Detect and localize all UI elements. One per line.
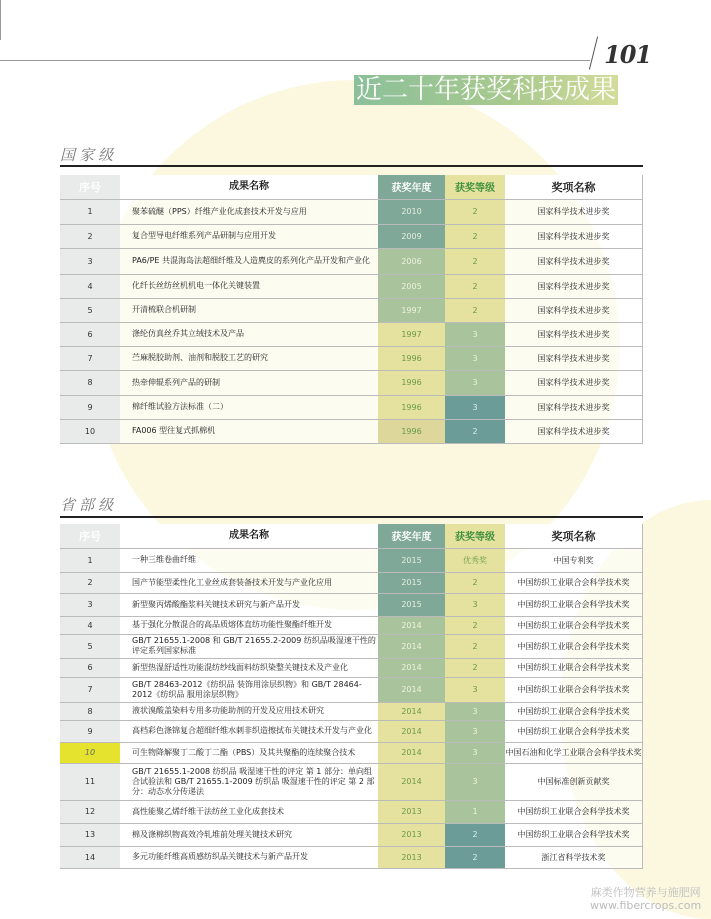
section-provincial-label: 省部级 — [60, 496, 118, 514]
award-year: 2013 — [378, 823, 445, 846]
award-year: 2014 — [378, 658, 445, 677]
achievement-name: 液状溴酸盖染料专用多功能助剂的开发及应用技术研究 — [120, 702, 378, 720]
achievement-name: 热牵伸辊系列产品的研制 — [120, 370, 378, 395]
award-grade: 2 — [445, 823, 505, 846]
award-grade: 1 — [445, 800, 505, 823]
award-grade: 2 — [445, 572, 505, 593]
achievement-name: 化纤长丝纺丝机机电一体化关键装置 — [120, 274, 378, 298]
column-header: 获奖年度 — [378, 524, 445, 548]
table-row — [60, 248, 643, 274]
row-number: 6 — [60, 658, 120, 677]
award-name: 国家科学技术进步奖 — [505, 346, 643, 370]
table-row — [60, 346, 643, 370]
award-name: 中国纺织工业联合会科学技术奖 — [505, 702, 643, 720]
award-year: 2014 — [378, 720, 445, 742]
achievement-name: 可生物降解聚丁二酸丁二酯（PBS）及其共聚酯的连续聚合技术 — [120, 742, 378, 763]
award-year: 2014 — [378, 702, 445, 720]
row-number: 4 — [60, 616, 120, 634]
table-header — [60, 175, 643, 199]
award-grade: 3 — [445, 593, 505, 616]
table-row — [60, 224, 643, 248]
award-year: 2015 — [378, 593, 445, 616]
row-number: 2 — [60, 224, 120, 248]
achievement-name: 高性能聚乙烯纤维干法纺丝工业化成套技术 — [120, 800, 378, 823]
row-number: 5 — [60, 298, 120, 322]
table-row — [60, 616, 643, 634]
award-year: 2009 — [378, 224, 445, 248]
award-year: 1996 — [378, 370, 445, 395]
award-grade: 2 — [445, 658, 505, 677]
achievement-name: 基于强化分散混合的高品质熔体直纺功能性聚酯纤维开发 — [120, 616, 378, 634]
row-number: 11 — [60, 763, 120, 800]
column-header: 奖项名称 — [505, 175, 643, 199]
award-grade: 2 — [445, 224, 505, 248]
table-row — [60, 370, 643, 395]
table-row — [60, 199, 643, 224]
row-number: 7 — [60, 346, 120, 370]
national-awards-table — [60, 175, 643, 444]
table-row — [60, 763, 643, 800]
award-year: 2014 — [378, 677, 445, 702]
award-grade: 3 — [445, 702, 505, 720]
award-name: 中国纺织工业联合会科学技术奖 — [505, 593, 643, 616]
row-number: 2 — [60, 572, 120, 593]
award-year: 2005 — [378, 274, 445, 298]
table-row — [60, 274, 643, 298]
award-grade: 2 — [445, 298, 505, 322]
award-grade: 3 — [445, 395, 505, 419]
watermark: 麻类作物营养与施肥网 www.fibercrops.com — [590, 886, 702, 912]
award-year: 2014 — [378, 763, 445, 800]
column-header: 序号 — [60, 175, 120, 199]
column-header: 奖项名称 — [505, 524, 643, 548]
table-row — [60, 742, 643, 763]
row-number: 10 — [60, 742, 120, 763]
award-name: 中国纺织工业联合会科学技术奖 — [505, 658, 643, 677]
achievement-name: 棉及涤棉织物高效冷轧堆前处理关键技术研究 — [120, 823, 378, 846]
achievement-name: 新型热湿舒适性功能混纺纱线面料纺织染整关键技术及产业化 — [120, 658, 378, 677]
divider — [0, 60, 590, 61]
achievement-name: 涤纶仿真丝乔其立绒技术及产品 — [120, 322, 378, 346]
award-year: 1996 — [378, 395, 445, 419]
award-year: 2014 — [378, 634, 445, 658]
column-header: 获奖等级 — [445, 175, 505, 199]
row-number: 1 — [60, 548, 120, 572]
award-name: 中国纺织工业联合会科学技术奖 — [505, 800, 643, 823]
award-name: 国家科学技术进步奖 — [505, 370, 643, 395]
award-grade: 3 — [445, 677, 505, 702]
row-number: 13 — [60, 823, 120, 846]
award-grade: 2 — [445, 634, 505, 658]
award-year: 2014 — [378, 742, 445, 763]
award-name: 中国纺织工业联合会科学技术奖 — [505, 572, 643, 593]
award-grade: 3 — [445, 346, 505, 370]
table-row — [60, 658, 643, 677]
achievement-name: 苎麻脱胶助剂、油剂和脱胶工艺的研究 — [120, 346, 378, 370]
achievement-name: GB/T 21655.1-2008 纺织品 吸湿速干性的评定 第 1 部分：单向组合试验法和 GB/T 21655.1-2009 纺织品 吸湿速干性的评定 第 2 部分：动态水分传递法 — [120, 763, 378, 800]
award-name: 中国纺织工业联合会科学技术奖 — [505, 823, 643, 846]
provincial-awards-table — [60, 524, 643, 869]
award-name: 国家科学技术进步奖 — [505, 248, 643, 274]
award-grade: 2 — [445, 419, 505, 443]
award-grade: 2 — [445, 616, 505, 634]
column-header: 成果名称 — [120, 175, 378, 199]
award-grade: 3 — [445, 720, 505, 742]
award-name: 中国专利奖 — [505, 548, 643, 572]
award-grade: 2 — [445, 199, 505, 224]
award-grade: 3 — [445, 763, 505, 800]
section-national-label: 国家级 — [60, 146, 118, 164]
award-name: 中国石油和化学工业联合会科学技术奖 — [505, 742, 643, 763]
award-grade: 2 — [445, 248, 505, 274]
award-year: 1996 — [378, 419, 445, 443]
award-year: 2015 — [378, 548, 445, 572]
award-year: 2010 — [378, 199, 445, 224]
award-grade: 2 — [445, 274, 505, 298]
table-row — [60, 572, 643, 593]
row-number: 14 — [60, 846, 120, 868]
award-year: 1997 — [378, 298, 445, 322]
column-header: 获奖等级 — [445, 524, 505, 548]
award-name: 国家科学技术进步奖 — [505, 224, 643, 248]
award-name: 中国纺织工业联合会科学技术奖 — [505, 677, 643, 702]
award-year: 1996 — [378, 346, 445, 370]
table-row — [60, 322, 643, 346]
achievement-name: 一种三维卷曲纤维 — [120, 548, 378, 572]
table-row — [60, 677, 643, 702]
column-header: 序号 — [60, 524, 120, 548]
row-number: 3 — [60, 593, 120, 616]
achievement-name: 新型聚丙烯酸酯浆料关键技术研究与新产品开发 — [120, 593, 378, 616]
column-header: 获奖年度 — [378, 175, 445, 199]
row-number: 8 — [60, 702, 120, 720]
divider — [60, 516, 643, 518]
table-row — [60, 823, 643, 846]
row-number: 10 — [60, 419, 120, 443]
award-year: 2015 — [378, 572, 445, 593]
row-number: 8 — [60, 370, 120, 395]
achievement-name: 棉纤维试验方法标准（二） — [120, 395, 378, 419]
achievement-name: 聚苯硫醚（PPS）纤维产业化成套技术开发与应用 — [120, 199, 378, 224]
award-year: 2013 — [378, 846, 445, 868]
achievement-name: GB/T 28463-2012《纺织品 装饰用涂层织物》和 GB/T 28464-2012《纺织品 服用涂层织物》 — [120, 677, 378, 702]
achievement-name: 国产节能型柔性化工业丝成套装备技术开发与产业化应用 — [120, 572, 378, 593]
table-row — [60, 395, 643, 419]
row-number: 9 — [60, 720, 120, 742]
award-name: 国家科学技术进步奖 — [505, 298, 643, 322]
column-header: 成果名称 — [120, 524, 378, 548]
award-year: 2014 — [378, 616, 445, 634]
award-name: 中国纺织工业联合会科学技术奖 — [505, 634, 643, 658]
row-number: 12 — [60, 800, 120, 823]
achievement-name: 多元功能纤维高质感纺织品关键技术与新产品开发 — [120, 846, 378, 868]
row-number: 9 — [60, 395, 120, 419]
table-row — [60, 800, 643, 823]
award-name: 国家科学技术进步奖 — [505, 322, 643, 346]
table-header — [60, 524, 643, 548]
award-grade: 3 — [445, 370, 505, 395]
row-number: 6 — [60, 322, 120, 346]
page-title: 近二十年获奖科技成果 — [356, 75, 617, 105]
table-row — [60, 548, 643, 572]
row-number: 5 — [60, 634, 120, 658]
award-grade: 3 — [445, 742, 505, 763]
award-name: 浙江省科学技术奖 — [505, 846, 643, 868]
row-number: 7 — [60, 677, 120, 702]
award-name: 中国纺织工业联合会科学技术奖 — [505, 720, 643, 742]
award-year: 2006 — [378, 248, 445, 274]
divider — [589, 36, 598, 69]
award-grade: 2 — [445, 846, 505, 868]
table-row — [60, 593, 643, 616]
table-row — [60, 298, 643, 322]
table-row — [60, 720, 643, 742]
award-name: 国家科学技术进步奖 — [505, 199, 643, 224]
achievement-name: 复合型导电纤维系列产品研制与应用开发 — [120, 224, 378, 248]
award-name: 中国标准创新贡献奖 — [505, 763, 643, 800]
divider — [0, 0, 1, 40]
award-name: 国家科学技术进步奖 — [505, 274, 643, 298]
award-grade: 优秀奖 — [445, 548, 505, 572]
award-name: 国家科学技术进步奖 — [505, 395, 643, 419]
award-year: 2013 — [378, 800, 445, 823]
achievement-name: 高档彩色涤锦复合超细纤维水刺非织造擦拭布关键技术开发与产业化 — [120, 720, 378, 742]
divider — [60, 165, 643, 167]
award-year: 1997 — [378, 322, 445, 346]
row-number: 3 — [60, 248, 120, 274]
award-name: 中国纺织工业联合会科学技术奖 — [505, 616, 643, 634]
award-name: 国家科学技术进步奖 — [505, 419, 643, 443]
award-grade: 3 — [445, 322, 505, 346]
achievement-name: GB/T 21655.1-2008 和 GB/T 21655.2-2009 纺织品吸湿速干性的评定系列国家标准 — [120, 634, 378, 658]
table-row — [60, 419, 643, 443]
table-row — [60, 702, 643, 720]
table-row — [60, 846, 643, 868]
row-number: 4 — [60, 274, 120, 298]
achievement-name: FA006 型往复式抓棉机 — [120, 419, 378, 443]
table-row — [60, 634, 643, 658]
row-number: 1 — [60, 199, 120, 224]
achievement-name: 开清梳联合机研制 — [120, 298, 378, 322]
achievement-name: PA6/PE 共混海岛法超细纤维及人造麂皮的系列化产品开发和产业化 — [120, 248, 378, 274]
page-number: 101 — [604, 40, 652, 69]
